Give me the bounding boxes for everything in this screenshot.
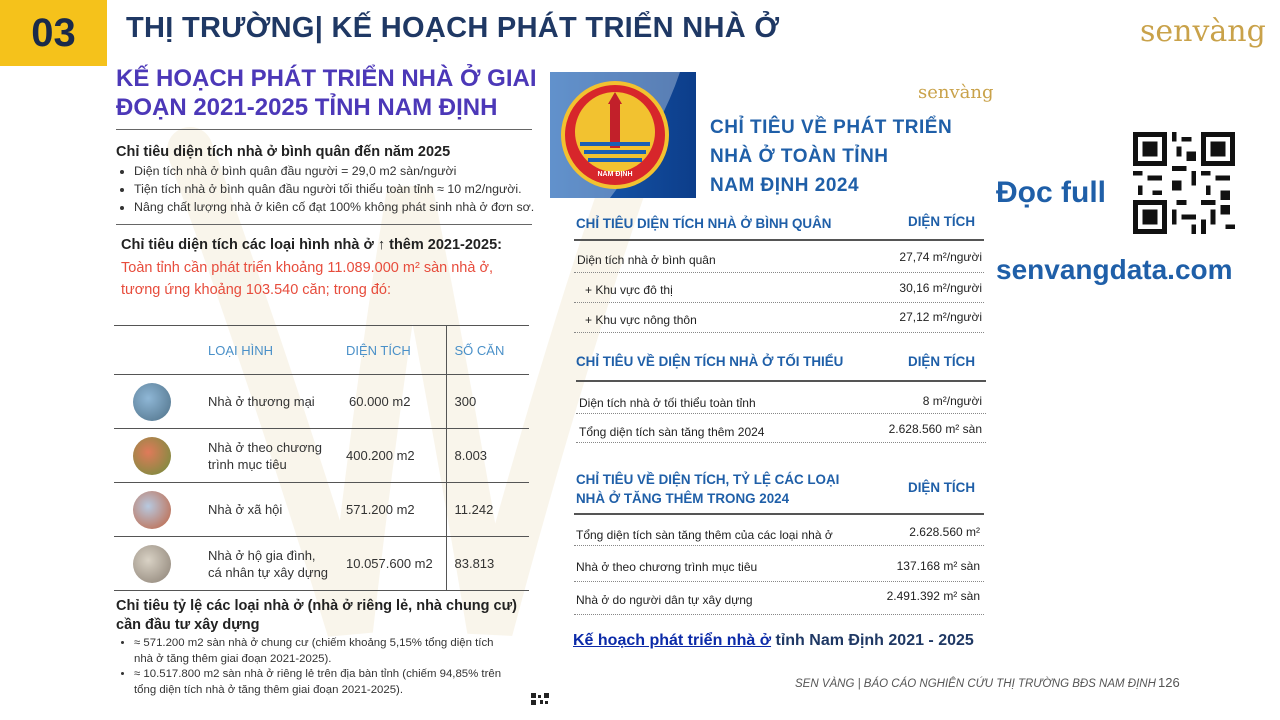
divider: [574, 581, 984, 582]
ratio-heading: Chỉ tiêu tỷ lệ các loại nhà ở (nhà ở riêng lẻ, nhà chung cư) cần đầu tư xây dựng: [116, 598, 517, 633]
row-value: 30,16 m²/người: [899, 281, 982, 295]
section-number-badge: 03: [0, 0, 107, 66]
area-cell: 571.200 m2: [334, 483, 446, 537]
avg-area-bullets: [116, 162, 556, 216]
divider: [574, 272, 984, 273]
row-label: Diện tích nhà ở tối thiểu toàn tỉnh: [579, 396, 756, 410]
bullet: • ≈ 10.517.800 m2 sàn nhà ở riêng lẻ trên địa bàn tỉnh (chiếm 94,85% trên tổng diện tích nhà ở tăng thêm giai đoạn 2021-2025).: [134, 667, 556, 698]
units-cell: 300: [446, 375, 529, 429]
section-heading-min: CHỈ TIÊU VỀ DIỆN TÍCH NHÀ Ở TỐI THIỂU: [576, 354, 844, 369]
divider: [574, 614, 984, 615]
types-summary: Toàn tỉnh cần phát triển khoảng 11.089.000 m² sàn nhà ở, tương ứng khoảng 103.540 căn; trong đó:: [121, 260, 493, 298]
row-label: + Khu vực nông thôn: [585, 313, 697, 327]
units-cell: 11.242: [446, 483, 529, 537]
bullet: • Tiện tích nhà ở bình quân đầu người tối thiểu toàn tỉnh ≈ 10 m2/người.: [134, 180, 556, 198]
table-row: [114, 375, 529, 429]
table-row: [114, 483, 529, 537]
divider: [574, 302, 984, 303]
row-value: 2.628.560 m² sàn: [888, 422, 982, 436]
bullet: • Nâng chất lượng nhà ở kiên cố đạt 100% không phát sinh nhà ở đơn sơ.: [134, 198, 556, 216]
housing-types-table-wrap: [114, 325, 529, 591]
table-row: [114, 429, 529, 483]
divider: [574, 545, 984, 546]
bullet: • Diện tích nhà ở bình quân đầu người = 29,0 m2 sàn/người: [134, 162, 556, 180]
area-cell: 10.057.600 m2: [334, 537, 446, 591]
footer-text: SEN VÀNG | BÁO CÁO NGHIÊN CỨU THỊ TRƯỜNG BĐS NAM ĐỊNH: [795, 678, 1156, 690]
area-cell: 60.000 m2: [334, 375, 446, 429]
table-row: [114, 537, 529, 591]
row-label: Tổng diện tích sàn tăng thêm của các loại nhà ở: [576, 528, 833, 542]
website-link[interactable]: senvangdata.com: [996, 254, 1233, 285]
row-label: Nhà ở do người dân tự xây dựng: [576, 593, 753, 607]
plan-link-line: Kế hoạch phát triển nhà ở tỉnh Nam Định 2021 - 2025: [573, 632, 974, 649]
row-value: 2.628.560 m²: [909, 525, 980, 539]
col-area-header: DIỆN TÍCH: [346, 342, 411, 358]
divider: [576, 442, 986, 443]
divider: [116, 129, 532, 130]
left-panel-title: KẾ HOẠCH PHÁT TRIỂN NHÀ Ở GIAI ĐOẠN 2021-2025 TỈNH NAM ĐỊNH: [116, 65, 537, 121]
row-label: Diện tích nhà ở bình quân: [577, 253, 716, 267]
row-value: 27,12 m²/người: [899, 310, 982, 324]
section-heading-ratio: CHỈ TIÊU VỀ DIỆN TÍCH, TỶ LỆ CÁC LOẠI NHÀ Ở TĂNG THÊM TRONG 2024: [576, 472, 840, 506]
avg-area-heading: Chỉ tiêu diện tích nhà ở bình quân đến năm 2025: [116, 144, 451, 160]
brand-logo: senvàng: [1140, 14, 1266, 49]
divider: [576, 380, 986, 382]
units-cell: 8.003: [446, 429, 529, 483]
units-cell: 83.813: [446, 537, 529, 591]
social-housing-thumb: [133, 491, 171, 529]
section-col-min: DIỆN TÍCH: [908, 354, 975, 369]
page-number: 126: [1158, 675, 1180, 690]
divider: [576, 413, 986, 414]
section-col-avg: DIỆN TÍCH: [908, 214, 975, 229]
row-value: 27,74 m²/người: [899, 250, 982, 264]
row-label: + Khu vực đô thị: [585, 283, 673, 297]
middle-brand-logo: senvàng: [918, 82, 994, 103]
small-qr-icon: [530, 692, 550, 706]
plan-link[interactable]: Kế hoạch phát triển nhà ở: [573, 632, 772, 649]
area-cell: 400.200 m2: [334, 429, 446, 483]
divider: [574, 332, 984, 333]
type-cell: Nhà ở theo chương trình mục tiêu: [194, 429, 334, 483]
type-cell: Nhà ở thương mại: [194, 375, 334, 429]
housing-types-table: [114, 326, 529, 591]
row-value: 137.168 m² sàn: [896, 559, 980, 573]
emblem-label: NAM ĐỊNH: [597, 171, 633, 178]
type-cell: Nhà ở xã hội: [194, 483, 334, 537]
section-heading-avg: CHỈ TIÊU DIỆN TÍCH NHÀ Ở BÌNH QUÂN: [576, 216, 832, 231]
table-header-row: [114, 326, 529, 375]
qr-code-icon[interactable]: [1133, 132, 1235, 234]
types-heading: Chỉ tiêu diện tích các loại hình nhà ở ↑ thêm 2021-2025:: [121, 237, 502, 253]
ratio-bullets: [116, 636, 556, 698]
col-units-header: SỐ CĂN: [446, 326, 529, 375]
type-cell: Nhà ở hộ gia đình, cá nhân tự xây dựng: [194, 537, 334, 591]
divider: [574, 513, 984, 515]
middle-title: CHỈ TIÊU VỀ PHÁT TRIỂN NHÀ Ở TOÀN TỈNH NAM ĐỊNH 2024: [710, 117, 953, 196]
read-full-label: Đọc full: [996, 176, 1106, 209]
row-label: Tổng diện tích sàn tăng thêm 2024: [579, 425, 765, 439]
divider: [116, 224, 532, 225]
row-value: 8 m²/người: [922, 394, 982, 408]
col-type-header: LOẠI HÌNH: [208, 342, 274, 358]
row-value: 2.491.392 m² sàn: [886, 589, 980, 603]
divider: [574, 239, 984, 241]
section-col-ratio: DIỆN TÍCH: [908, 480, 975, 495]
bullet: • ≈ 571.200 m2 sàn nhà ở chung cư (chiếm khoảng 5,15% tổng diện tích nhà ở tăng thêm giai đoạn 2021-2025).: [134, 636, 556, 667]
commercial-housing-thumb: [133, 383, 171, 421]
row-label: Nhà ở theo chương trình mục tiêu: [576, 560, 758, 574]
slide-title: THỊ TRƯỜNG| KẾ HOẠCH PHÁT TRIỂN NHÀ Ở: [126, 12, 780, 44]
target-program-housing-thumb: [133, 437, 171, 475]
self-built-housing-thumb: [133, 545, 171, 583]
